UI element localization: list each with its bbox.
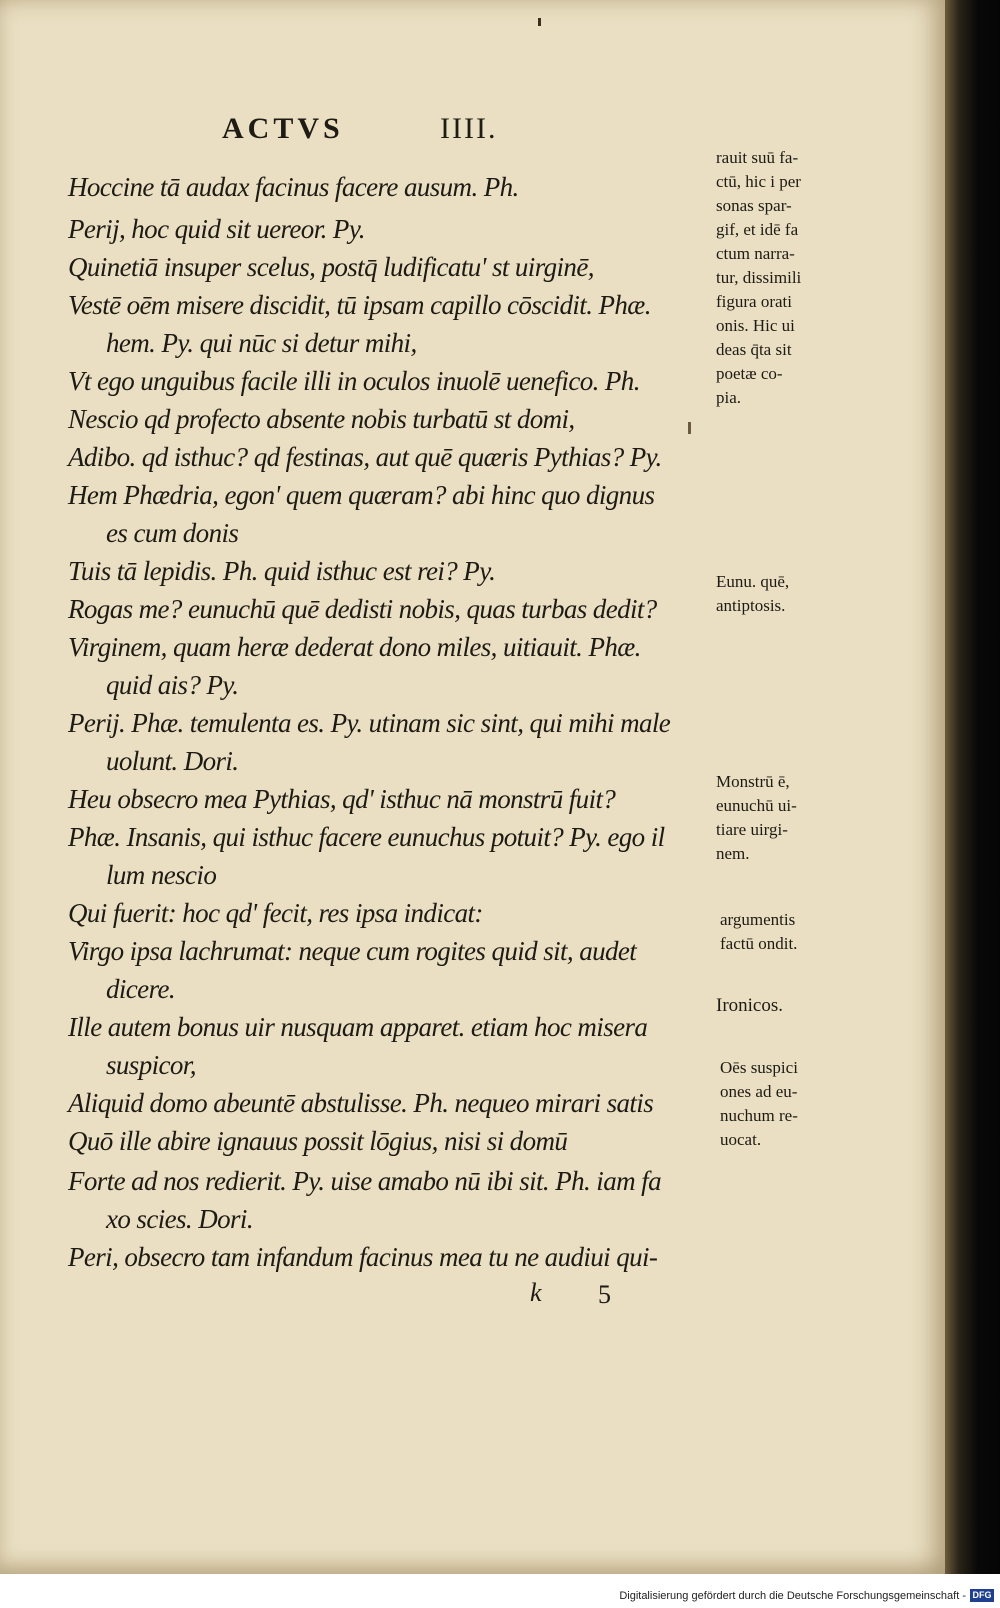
text-line: Vt ego unguibus facile illi in oculos inuolē uenefico. Ph. — [68, 366, 640, 396]
text-line: Peri, obsecro tam infandum facinus mea tu ne audiui qui- — [68, 1242, 658, 1272]
text-line: xo scies. Dori. — [106, 1204, 253, 1234]
signature-mark: k — [530, 1278, 542, 1307]
text-line: Adibo. qd isthuc? qd festinas, aut quē quæris Pythias? Py. — [68, 442, 662, 472]
text-line: Hem Phædria, egon' quem quæram? abi hinc quo dignus — [68, 480, 655, 510]
gloss-line: gif, et idē fa — [716, 220, 799, 239]
text-line: Quō ille abire ignauus possit lōgius, nisi si domū — [68, 1126, 568, 1156]
act-number: IIII. — [440, 112, 498, 145]
gloss-line: tur, dissimili — [716, 268, 802, 287]
text-line: hem. Py. qui nūc si detur mihi, — [106, 328, 417, 358]
text-line: lum nescio — [106, 860, 217, 890]
funding-notice: Digitalisierung gefördert durch die Deutsche Forschungsgemeinschaft - — [619, 1590, 966, 1602]
running-header: ACTVS — [222, 112, 344, 145]
gloss-line: rauit suū fa- — [716, 148, 799, 167]
gloss-line: ones ad eu- — [720, 1082, 798, 1101]
text-line: Virginem, quam heræ dederat dono miles, uitiauit. Phæ. — [68, 632, 641, 662]
text-line: Perij. Phæ. temulenta es. Py. utinam sic sint, qui mihi male — [68, 708, 671, 738]
text-line: Heu obsecro mea Pythias, qd' isthuc nā monstrū fuit? — [68, 784, 616, 814]
text-line: Virgo ipsa lachrumat: neque cum rogites quid sit, audet — [68, 936, 637, 966]
page-edge-shadow — [945, 0, 1000, 1574]
dfg-logo-icon: DFG — [970, 1589, 994, 1602]
text-line: es cum donis — [106, 518, 239, 548]
gloss-line: ctum narra- — [716, 244, 795, 263]
text-line: Forte ad nos redierit. Py. uise amabo nū ibi sit. Ph. iam fa — [68, 1166, 661, 1196]
text-line: dicere. — [106, 974, 176, 1004]
text-line: Ille autem bonus uir nusquam apparet. etiam hoc misera — [68, 1012, 648, 1042]
text-line: Rogas me? eunuchū quē dedisti nobis, quas turbas dedit? — [68, 594, 657, 624]
signature-number: 5 — [598, 1280, 611, 1309]
text-line: Tuis tā lepidis. Ph. quid isthuc est rei? Py. — [68, 556, 496, 586]
text-line: Vestē oēm misere discidit, tū ipsam capillo cōscidit. Phæ. — [68, 290, 651, 320]
text-line: Qui fuerit: hoc qd' fecit, res ipsa indicat: — [68, 898, 483, 928]
gloss-line: figura orati — [716, 292, 792, 311]
gloss-line: antiptosis. — [716, 596, 786, 615]
gloss-line: factū ondit. — [720, 934, 798, 953]
ink-mark — [688, 422, 691, 434]
gloss-line: tiare uirgi- — [716, 820, 788, 839]
marginal-gloss — [716, 570, 846, 618]
marginal-gloss — [716, 146, 846, 410]
text-line: uolunt. Dori. — [106, 746, 239, 776]
gloss-line: eunuchū ui- — [716, 796, 797, 815]
gloss-line: Oēs suspici — [720, 1058, 798, 1077]
text-line: Hoccine tā audax facinus facere ausum. Ph. — [68, 172, 519, 202]
text-line: quid ais? Py. — [106, 670, 239, 700]
gloss-line: Eunu. quē, — [716, 572, 790, 591]
gloss-line: Ironicos. — [716, 995, 784, 1016]
text-line: Nescio qd profecto absente nobis turbatū st domi, — [68, 404, 575, 434]
gloss-line: ctū, hic i per — [716, 172, 801, 191]
gloss-line: onis. Hic ui — [716, 316, 795, 335]
marginal-gloss — [720, 908, 850, 956]
gloss-line: uocat. — [720, 1130, 762, 1149]
gloss-line: deas q̄ta sit — [716, 340, 792, 359]
marginal-gloss — [716, 994, 846, 1018]
marginal-gloss — [720, 1056, 850, 1152]
gloss-line: nem. — [716, 844, 750, 863]
gloss-line: pia. — [716, 388, 742, 407]
gloss-line: nuchum re- — [720, 1106, 798, 1125]
gloss-line: sonas spar- — [716, 196, 792, 215]
text-line: Perij, hoc quid sit uereor. Py. — [68, 214, 365, 244]
text-line: Aliquid domo abeuntē abstulisse. Ph. nequeo mirari satis — [68, 1088, 654, 1118]
text-line: suspicor, — [106, 1050, 196, 1080]
gloss-line: poetæ co- — [716, 364, 783, 383]
ink-mark — [538, 18, 541, 26]
gloss-line: Monstrū ē, — [716, 772, 790, 791]
text-line: Quinetiā insuper scelus, postq̄ ludificatu' st uirginē, — [68, 252, 594, 282]
gloss-line: argumentis — [720, 910, 796, 929]
marginal-gloss — [716, 770, 846, 866]
text-line: Phæ. Insanis, qui isthuc facere eunuchus potuit? Py. ego il — [68, 822, 665, 852]
